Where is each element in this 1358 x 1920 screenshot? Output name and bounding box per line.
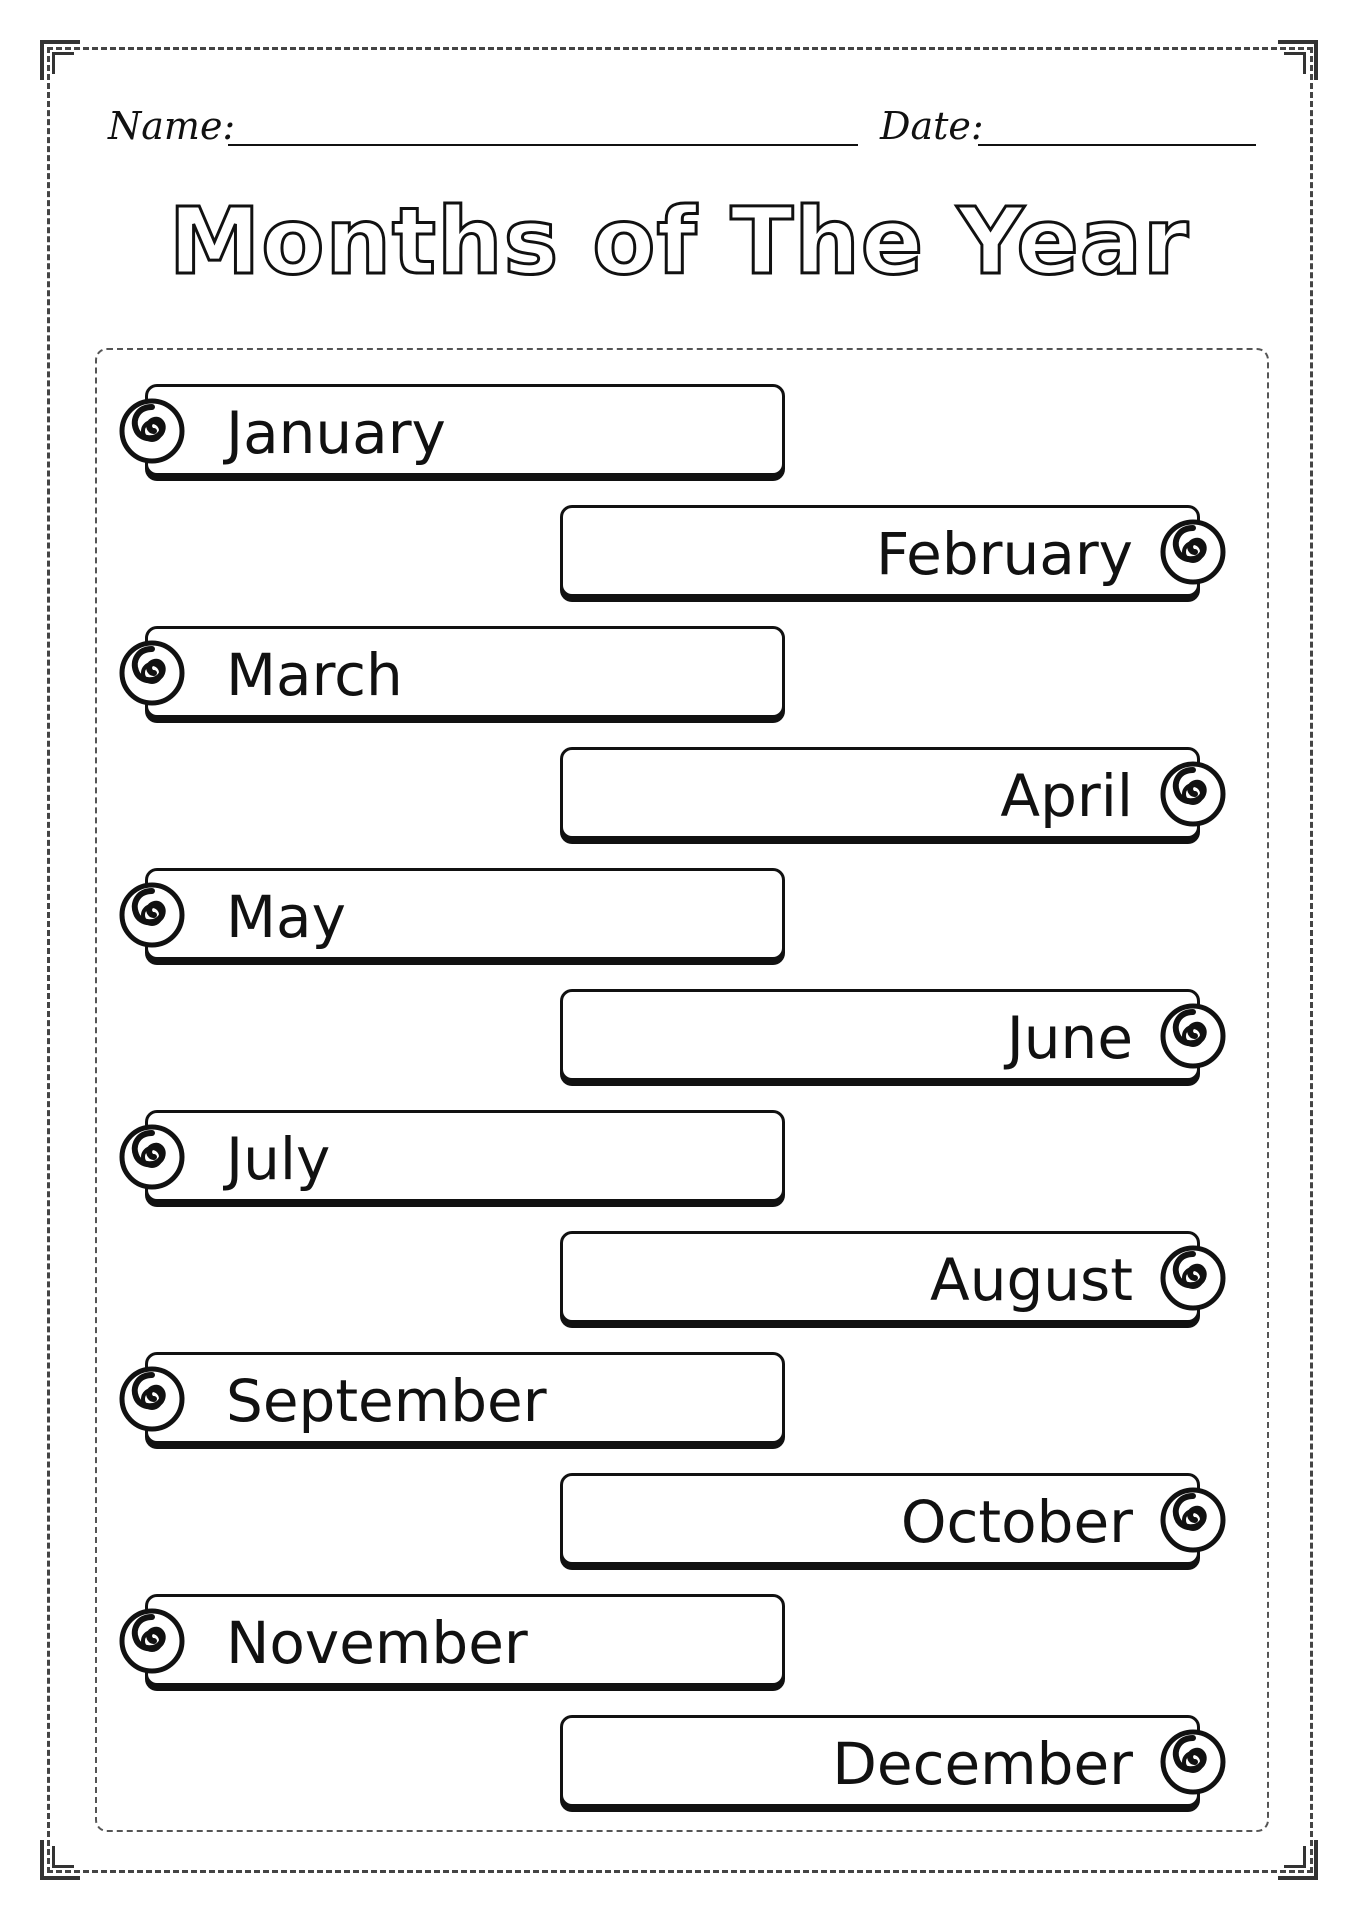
month-tab-january bbox=[145, 384, 785, 476]
month-label: August bbox=[930, 1246, 1133, 1314]
corner-inner-top-right bbox=[1284, 52, 1306, 74]
month-label: September bbox=[226, 1367, 547, 1435]
month-tab-february bbox=[560, 505, 1200, 597]
month-label: April bbox=[1000, 762, 1133, 830]
month-label: October bbox=[900, 1488, 1133, 1556]
paper-clip-icon bbox=[118, 1607, 186, 1675]
paper-clip-icon bbox=[118, 397, 186, 465]
month-label: March bbox=[226, 641, 403, 709]
month-tab-september bbox=[145, 1352, 785, 1444]
month-label: November bbox=[226, 1609, 528, 1677]
month-label: July bbox=[226, 1125, 331, 1193]
month-tab-august bbox=[560, 1231, 1200, 1323]
date-field[interactable] bbox=[978, 144, 1256, 146]
name-label: Name: bbox=[108, 104, 236, 148]
corner-inner-bottom-right bbox=[1284, 1846, 1306, 1868]
paper-clip-icon bbox=[1159, 518, 1227, 586]
paper-clip-icon bbox=[118, 1123, 186, 1191]
paper-clip-icon bbox=[1159, 1486, 1227, 1554]
paper-clip-icon bbox=[118, 881, 186, 949]
paper-clip-icon bbox=[118, 639, 186, 707]
corner-inner-top-left bbox=[52, 52, 74, 74]
month-tab-may bbox=[145, 868, 785, 960]
month-label: February bbox=[875, 520, 1133, 588]
date-label: Date: bbox=[880, 104, 984, 148]
paper-clip-icon bbox=[1159, 1244, 1227, 1312]
month-tab-november bbox=[145, 1594, 785, 1686]
month-tab-march bbox=[145, 626, 785, 718]
month-label: May bbox=[226, 883, 346, 951]
month-label: January bbox=[226, 399, 446, 467]
paper-clip-icon bbox=[1159, 760, 1227, 828]
paper-clip-icon bbox=[118, 1365, 186, 1433]
month-tab-june bbox=[560, 989, 1200, 1081]
month-label: June bbox=[1006, 1004, 1133, 1072]
month-label: December bbox=[832, 1730, 1133, 1798]
month-tab-july bbox=[145, 1110, 785, 1202]
corner-inner-bottom-left bbox=[52, 1846, 74, 1868]
paper-clip-icon bbox=[1159, 1002, 1227, 1070]
month-tab-april bbox=[560, 747, 1200, 839]
month-tab-october bbox=[560, 1473, 1200, 1565]
name-field[interactable] bbox=[228, 144, 858, 146]
paper-clip-icon bbox=[1159, 1728, 1227, 1796]
worksheet-title: Months of The Year bbox=[168, 188, 1190, 295]
month-tab-december bbox=[560, 1715, 1200, 1807]
